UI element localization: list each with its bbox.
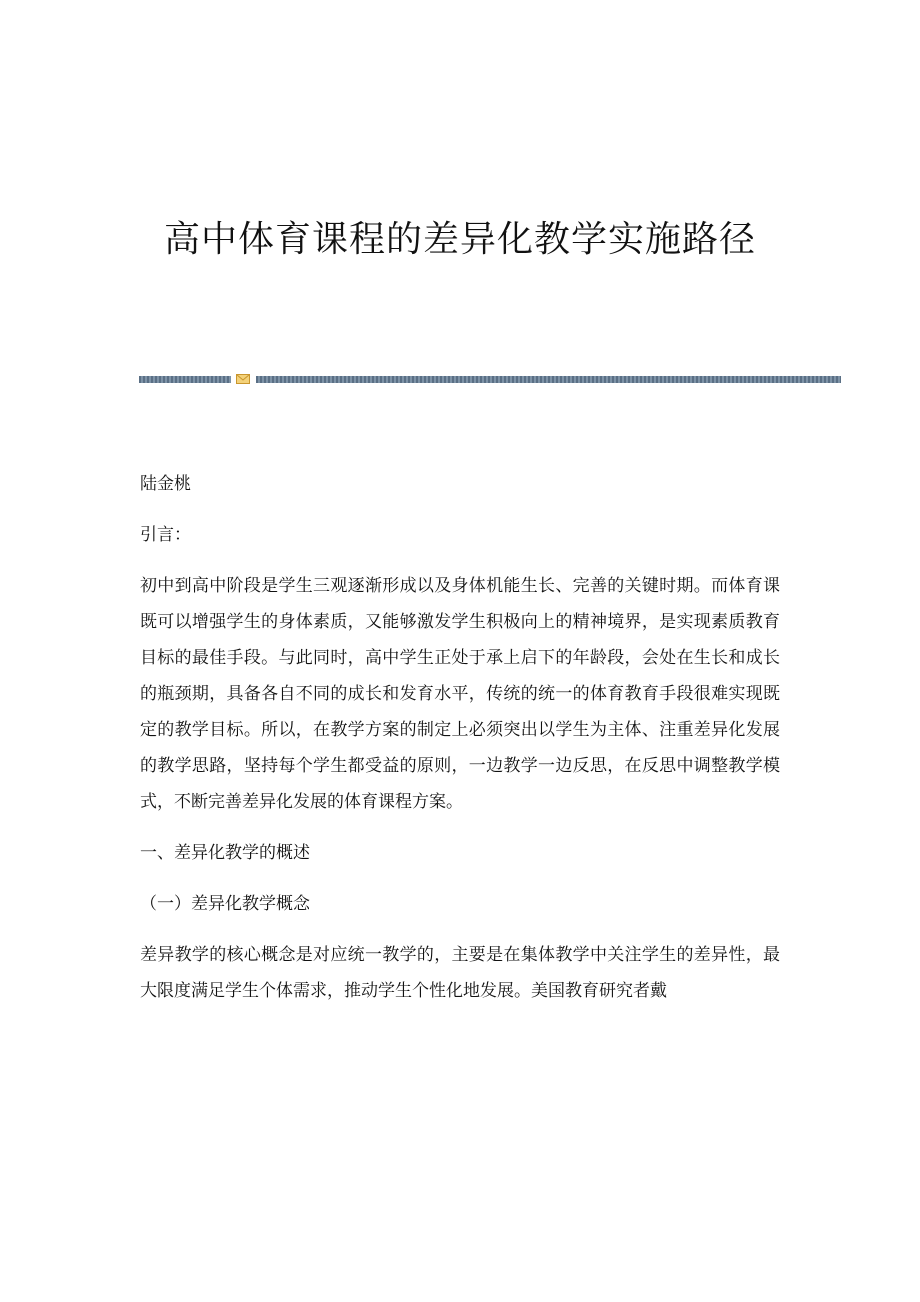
divider-bar-left	[139, 376, 231, 383]
intro-label: 引言：	[140, 525, 191, 545]
envelope-ornament-icon	[236, 373, 250, 385]
document-body	[140, 466, 780, 1024]
divider-bar-right	[256, 376, 841, 383]
title-divider	[139, 373, 841, 385]
subsection-heading: （一）差异化教学概念	[140, 894, 310, 914]
body-paragraph: 差异教学的核心概念是对应统一教学的，主要是在集体教学中关注学生的差异性，最大限度满足学生个体需求，推动学生个性化地发展。美国教育研究者戴	[140, 945, 780, 1001]
document-title: 高中体育课程的差异化教学实施路径	[163, 219, 756, 260]
section-heading: 一、差异化教学的概述	[140, 843, 310, 863]
author-name: 陆金桃	[140, 474, 191, 494]
intro-paragraph: 初中到高中阶段是学生三观逐渐形成以及身体机能生长、完善的关键时期。而体育课既可以增强学生的身体素质，又能够激发学生积极向上的精神境界，是实现素质教育目标的最佳手段。与此同时，高中学生正处于承上启下的年龄段，会处在生长和成长的瓶颈期，具备各自不同的成长和发育水平，传统的统一的体育教育手段很难实现既定的教学目标。所以，在教学方案的制定上必须突出以学生为主体、注重差异化发展的教学思路，坚持每个学生都受益的原则，一边教学一边反思，在反思中调整教学模式，不断完善差异化发展的体育课程方案。	[140, 576, 780, 812]
